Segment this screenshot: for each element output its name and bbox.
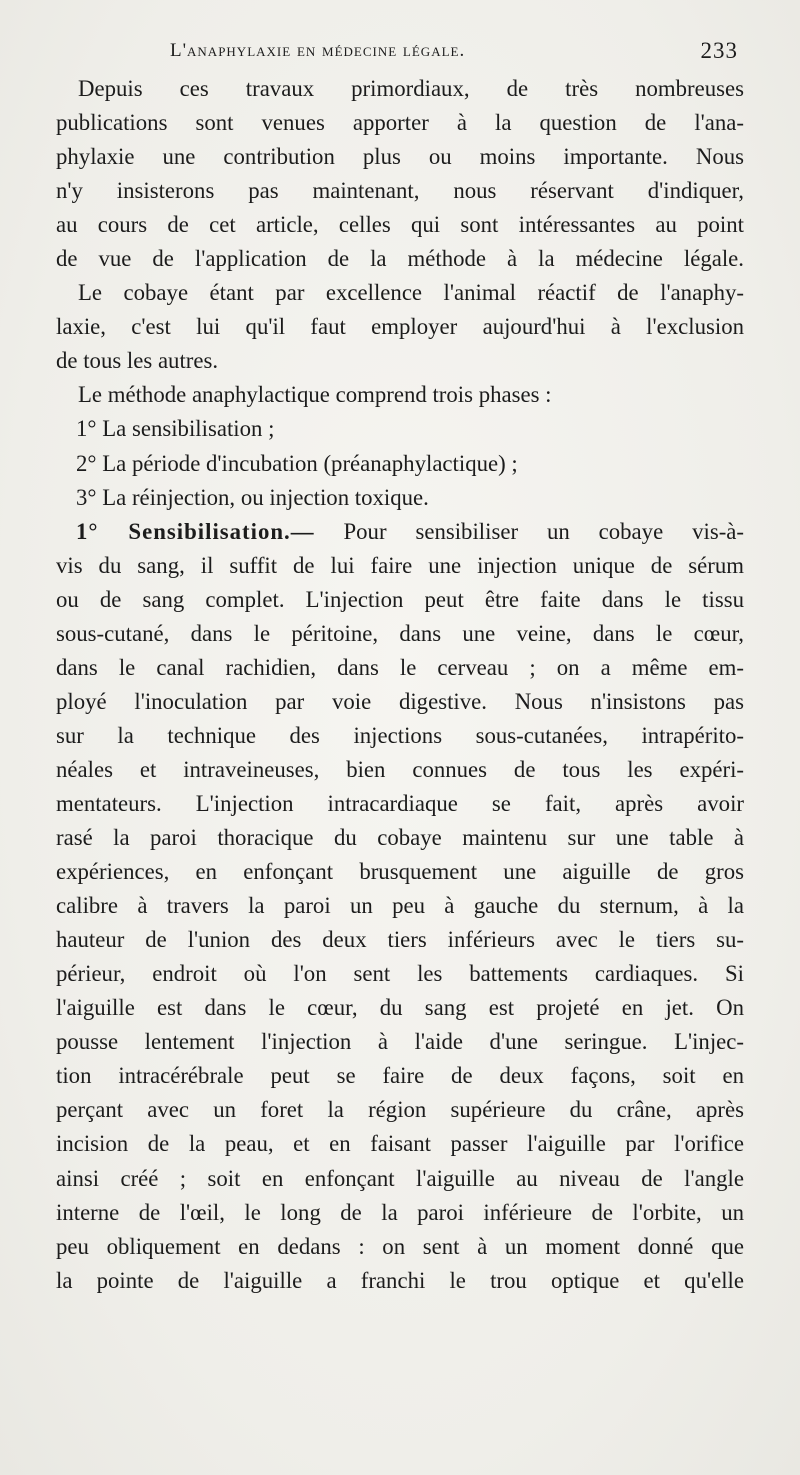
running-title: L'anaphylaxie en médecine légale. (170, 40, 466, 61)
text-line: calibre à travers la paroi un peu à gauche du sternum, à la (56, 893, 744, 919)
section-heading-sensibilisation: 1° Sensibilisation.— (76, 518, 315, 544)
text-line: tion intracérébrale peut se faire de deux façons, soit en (56, 1063, 744, 1089)
text-line: ployé l'inoculation par voie digestive. Nous n'insistons pas (56, 688, 744, 714)
text-line: la pointe de l'aiguille a franchi le trou optique et qu'elle (56, 1267, 744, 1293)
text-line: rasé la paroi thoracique du cobaye maintenu sur une table à (56, 825, 744, 851)
text-line: 3° La réinjection, ou injection toxique. (76, 484, 429, 510)
text-line: 2° La période d'incubation (préanaphylactique) ; (76, 450, 518, 476)
text-line: périeur, endroit où l'on sent les battements cardiaques. Si (56, 961, 744, 987)
text-line: n'y insisterons pas maintenant, nous réservant d'indiquer, (56, 178, 744, 204)
body-text (56, 72, 744, 1298)
text-line: Le cobaye étant par excellence l'animal réactif de l'anaphy- (78, 280, 744, 306)
running-head (170, 36, 738, 68)
text-line: vis du sang, il suffit de lui faire une injection unique de sérum (56, 552, 744, 578)
text-line: ou de sang complet. L'injection peut être faite dans le tissu (56, 586, 744, 612)
text-line: Depuis ces travaux primordiaux, de très nombreuses (78, 76, 744, 101)
text-line: Le méthode anaphylactique comprend trois phases : (78, 382, 552, 408)
text-line: phylaxie une contribution plus ou moins importante. Nous (56, 144, 744, 170)
text-line: expériences, en enfonçant brusquement une aiguille de gros (56, 859, 744, 885)
text-line: ainsi créé ; soit en enfonçant l'aiguille au niveau de l'angle (56, 1165, 744, 1191)
text-line: dans le canal rachidien, dans le cerveau ; on a même em- (56, 654, 744, 680)
section-first-line (56, 515, 744, 549)
page-number: 233 (700, 38, 738, 63)
text-line: laxie, c'est lui qu'il faut employer aujourd'hui à l'exclusion (56, 314, 744, 340)
text-line: néales et intraveineuses, bien connues de tous les expéri- (56, 756, 744, 782)
text-line: au cours de cet article, celles qui sont intéressantes au point (56, 212, 744, 238)
text-line: perçant avec un foret la région supérieure du crâne, après (56, 1097, 744, 1123)
text-line: hauteur de l'union des deux tiers inférieurs avec le tiers su- (56, 927, 744, 953)
text-line: mentateurs. L'injection intracardiaque se fait, après avoir (56, 790, 744, 816)
text-line: peu obliquement en dedans : on sent à un moment donné que (56, 1233, 744, 1259)
text-line: incision de la peau, et en faisant passer l'aiguille par l'orifice (56, 1131, 744, 1157)
text-line: de tous les autres. (56, 348, 219, 374)
text-line-continuation: Pour sensibiliser un cobaye vis-à- (343, 518, 745, 544)
text-line: pousse lentement l'injection à l'aide d'une seringue. L'injec- (56, 1029, 744, 1055)
text-line: 1° La sensibilisation ; (76, 416, 275, 442)
text-line: sous-cutané, dans le péritoine, dans une veine, dans le cœur, (56, 620, 744, 646)
text-line: de vue de l'application de la méthode à la médecine légale. (56, 246, 744, 272)
text-line: interne de l'œil, le long de la paroi inférieure de l'orbite, un (56, 1199, 744, 1225)
text-line: l'aiguille est dans le cœur, du sang est projeté en jet. On (56, 995, 744, 1021)
text-line: publications sont venues apporter à la question de l'ana- (56, 110, 744, 136)
text-line: sur la technique des injections sous-cutanées, intrapérito- (56, 722, 744, 748)
